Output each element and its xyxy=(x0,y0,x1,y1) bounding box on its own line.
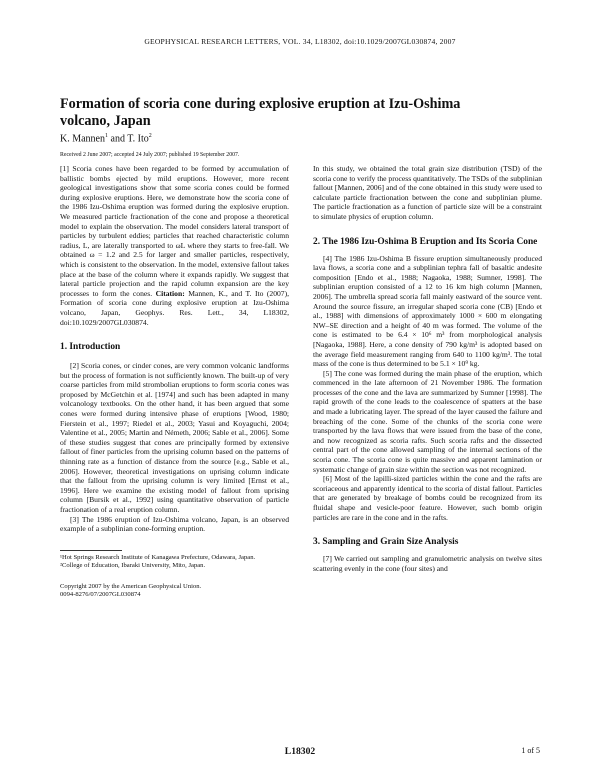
author-line xyxy=(60,133,360,144)
author-conjunction: and xyxy=(108,133,128,145)
page-number: 1 of 5 xyxy=(521,746,540,755)
running-head: GEOPHYSICAL RESEARCH LETTERS, VOL. 34, L18302, doi:10.1029/2007GL030874, 2007 xyxy=(144,37,456,46)
left-column xyxy=(60,164,289,599)
footnote: ²College of Education, Ibaraki University, Mito, Japan. xyxy=(60,562,206,570)
abstract xyxy=(60,164,289,327)
body-paragraph: In this study, we obtained the total grain size distribution (TSD) of the scoria cone to verify the process quantitatively. The TSDs of the subplinian fallout [Mannen, 2006] and of the cone obtained in this study were used to calculate particle fractionation between the cone and subplinian plume. The particle fractionation as a function of particle size will be a constraint to simulate physics of eruption column. xyxy=(313,164,542,221)
paragraph-text: Scoria cones, or cinder cones, are very common volcanic landforms but the process of formation is not sufficiently known. The built-up of very coarse particles from mild strombolian eruptions to form scoria cones was proposed by McGetchin et al. [1974] and such has been adapted in many volcanology textbooks. On the other hand, it has been argued that some cones were formed during intensive phase of eruptions [Wood, 1980; Fierstein et al., 1997; Riedel et al., 2003; Yasui and Koyaguchi, 2004; Valentine et al., 2005; Martin and Németh, 2006; Sable et al., 2006]. Some of these studies suggest that cones are principally formed by extensive fallout of finer particles from the uprising column based on the patterns of thinning rate as a function of distance from the source [e.g., Sable et al., 2006]. However, theoretical investigations on uprising column indicate that the fallout from the uprising column is very limited [Ernst et al., 1996]. Here we examine the existing model of fallout from uprising column [Bursik et al., 1992] using quantitative observation of particle fractionation of a real eruption column. xyxy=(60,361,289,514)
section-heading: 1. Introduction xyxy=(60,342,121,353)
citation-text: Mannen, K., and T. Ito (2007), Formation of scoria cone during explosive eruption at Izu-Oshima volcano, Japan, Geophys. Res. Lett., 34, L18302, doi:10.1029/2007GL030874. xyxy=(60,288,290,327)
paragraph-number: [7] xyxy=(323,554,332,564)
paragraph-number: [5] xyxy=(323,368,332,378)
received-dates: Received 2 June 2007; accepted 24 July 2007; published 19 September 2007. xyxy=(60,152,240,158)
abstract-text: Scoria cones have been regarded to be formed by accumulation of ballistic bombs ejected by mild eruptions. However, more recent geological investigations show that some scoria cones could be formed during explosive eruptions. Here, we demonstrate how the scoria cone of the 1986 Izu-Oshima eruption was formed during the explosive eruption. We measured particle fractionation of the cone and propose a theoretical model to explain the observation. The model considers lateral transport of particles by turbulent eddies; particles that reached characteristic column radius, L, are laterally transported to ωL where they starts to free-fall. We obtained ω = 1.2 and 2.5 for larger and smaller particles, respectively, which is consistent to the observation. In the model, extensive fallout takes place at the base of the column where it expands rapidly. We suggest that lateral particle projection and the rapid column expansion are the key processes to form the cones. xyxy=(60,164,289,298)
paper-title: Formation of scoria cone during explosive eruption at Izu-Oshima volcano, Japan xyxy=(60,96,461,129)
issn: 0094-8276/07/2007GL030874 xyxy=(60,591,141,598)
article-number: L18302 xyxy=(284,746,316,757)
section-heading: 2. The 1986 Izu-Oshima B Eruption and Its Scoria Cone xyxy=(313,236,538,247)
body-paragraph xyxy=(60,361,289,515)
author-name: T. Ito xyxy=(127,133,149,145)
author-name: K. Mannen xyxy=(60,133,105,145)
paragraph-number: [2] xyxy=(70,361,79,371)
footnote: ¹Hot Springs Research Institute of Kanagawa Prefecture, Odawara, Japan. xyxy=(60,553,256,561)
paragraph-text: The 1986 eruption of Izu-Oshima volcano, Japan, is an observed example of a subplinian cone-forming eruption. xyxy=(60,514,289,534)
paragraph-text: Most of the lapilli-sized particles within the cone and the rafts are scoriaceous and apparently identical to the scoria of distal fallout. Particles that are generated by breakage of bombs could be recognized from its fluidal shape and vesicle-poor feature. However, such bomb origin particles are rare in the cone and in the rafts. xyxy=(313,474,542,522)
paragraph-text: We carried out sampling and granulometric analysis on twelve sites scattering evenly in the cone (four sites) and xyxy=(313,554,542,573)
body-paragraph xyxy=(313,474,542,522)
paragraph-text: The cone was formed during the main phase of the eruption, which commenced in the late afternoon of 21 November 1986. The formation processes of the cone and the lava are summarized by Sumner [1998]. The rapid growth of the cone leads to the coalescence of spatters at the base and made a lubricating layer. The spread of the layer caused the failure and breaching of the cone. Some of the chunks of the scoria cone were transported by the lava flows that were issued from the base of the cone, and now recognized as scoria rafts. Such scoria rafts and the dissected central part of the cone allowed sampling of the internal sections of the scoria cone. The scoria cone is quite massive and apparent lamination or systematic change of grain size within the section was not recognized. xyxy=(313,368,542,474)
citation-label: Citation: xyxy=(155,288,185,298)
body-paragraph xyxy=(313,254,542,369)
affiliation-marker: 2 xyxy=(148,133,152,139)
paragraph-number: [4] xyxy=(323,253,332,263)
paragraph-number: [1] xyxy=(60,164,69,173)
body-paragraph xyxy=(313,369,542,475)
paragraph-text: The 1986 Izu-Oshima B fissure eruption simultaneously produced lava flows, a scoria cone and a subplinian tephra fall of basaltic andesite composition [Endo et al., 1988; Nagaoka, 1988; Sumner, 1998]. The subplinian eruption consisted of a 12 to 16 km high column [Mannen, 2006]. The umbrella spread scoria fall mainly eastward of the source vent. Around the source fissure, an irregular shaped scoria cone (CB) [Endo et al., 1988] with dimensions of approximately 1000 × 600 m elongating NW–SE direction and a height of 40 m was formed. The volume of the cone is estimated to be 6.4 × 10⁶ m³ from morphological analysis [Nagaoka, 1988]. Here, a cone density of 790 kg/m³ is adopted based on the average field measurement ranging from 640 to 1100 kg/m³. The total mass of the cone is thus determined to be 5.1 × 10⁹ kg. xyxy=(313,253,542,369)
paragraph-number: [6] xyxy=(323,474,332,484)
section-heading: 3. Sampling and Grain Size Analysis xyxy=(313,537,459,548)
footnote-rule xyxy=(60,550,122,551)
affiliation-marker: 1 xyxy=(105,133,108,139)
body-paragraph xyxy=(60,515,289,534)
paragraph-number: [3] xyxy=(70,514,79,524)
copyright: Copyright 2007 by the American Geophysical Union. xyxy=(60,582,202,590)
body-paragraph xyxy=(313,554,542,573)
right-column xyxy=(313,164,542,573)
